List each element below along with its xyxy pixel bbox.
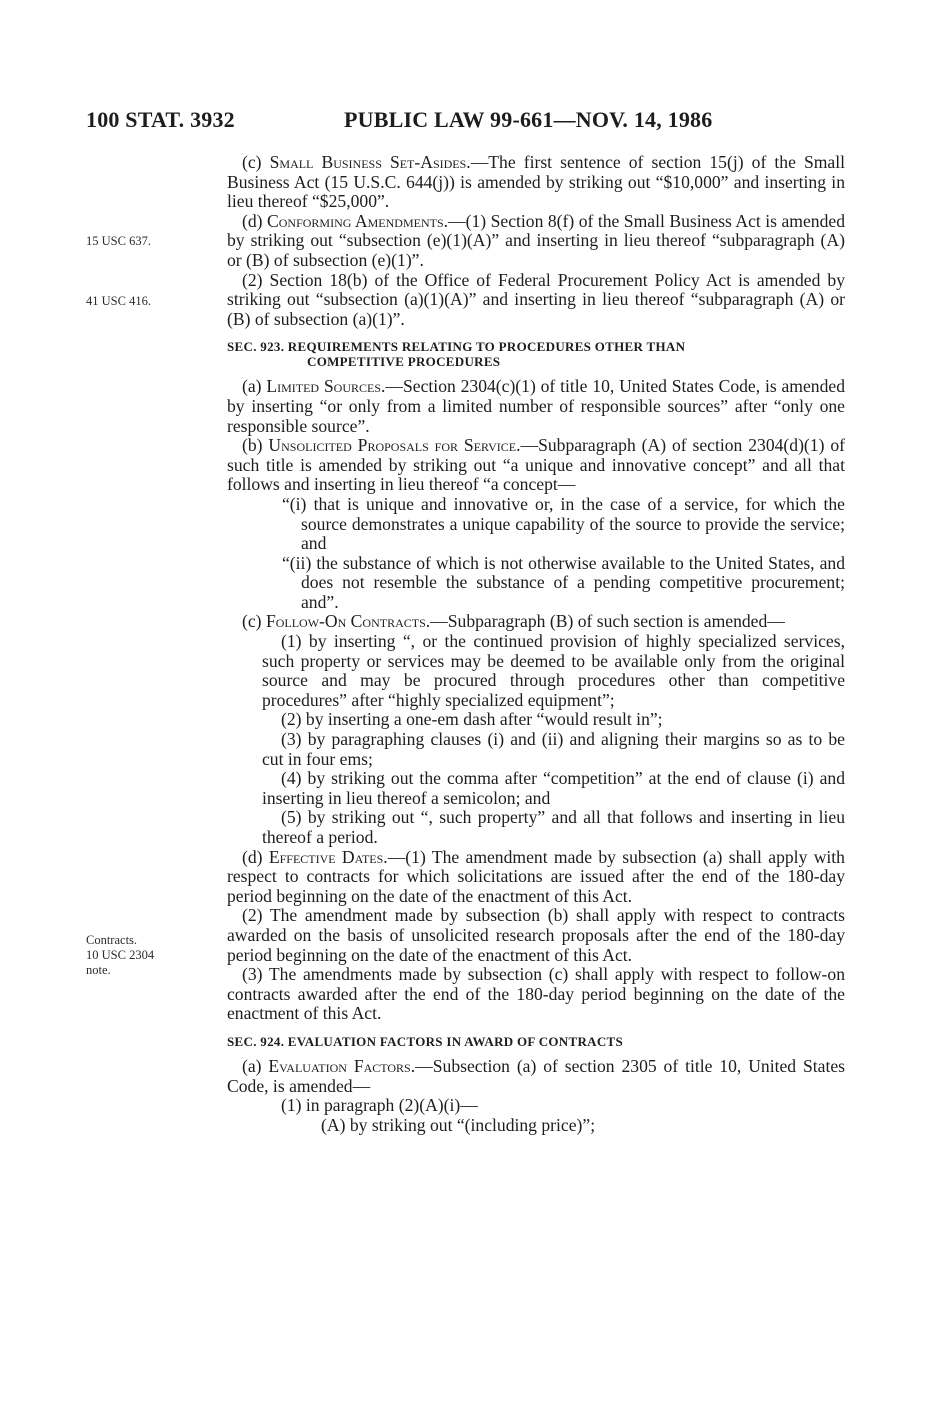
paragraph-heading: Conforming Amendments. [267,210,449,231]
paragraph-d-effective-dates [227,848,845,907]
quoted-clause-ii: “(ii) the substance of which is not otherwise available to the United States, and does not resemble the substance of a pending competitive procurement; and”. [282,552,845,612]
clause-a-1: (1) in paragraph (2)(A)(i)— [281,1095,478,1116]
paragraph-a-evaluation-factors [227,1057,845,1096]
paragraph-label: (d) [242,210,267,231]
stat-page-number: 100 STAT. 3932 [86,107,235,132]
paragraph-text: —Subparagraph (A) of section 2304(d)(1) of such title is amended by striking out “a unique and innovative concept” and all that follows and inserting in lieu thereof “a concept— [227,435,845,495]
paragraph-text: —(1) The amendment made by subsection (a) shall apply with respect to contracts for which solicitations are issued after the end of the 180-day period beginning on the date of the enactment of this Act. [227,846,845,906]
paragraph-text: —Subparagraph (B) of such section is amended— [430,611,785,632]
paragraph-text: —Section 2304(c)(1) of title 10, United States Code, is amended by inserting “or only from a limited number of responsible sources” after “only one responsible source”. [227,376,845,436]
margin-note-41-usc-416: 41 USC 416. [86,294,151,308]
paragraph-heading: Effective Dates. [268,846,388,867]
paragraph-heading: Unsolicited Proposals for Service. [268,435,521,456]
quoted-clause-i: “(i) that is unique and innovative or, in the case of a service, for which the source demonstrates a unique capability of the source to provide the service; and [282,493,845,554]
margin-note-contracts: Contracts. [86,933,138,947]
clause-c-5: (5) by striking out “, such property” and all that follows and inserting in lieu thereof a period. [262,807,845,847]
page-header [86,103,846,139]
paragraph-d-effective-2: (2) The amendment made by subsection (b) shall apply with respect to contracts awarded on the basis of unsolicited research proposals after the end of the 180-day period beginning on the date of the enactment of this Act. [227,905,845,965]
paragraph-heading: Evaluation Factors. [268,1055,416,1076]
paragraph-heading: Small Business Set-Asides. [269,152,471,172]
section-924-heading: SEC. 924. EVALUATION FACTORS IN AWARD OF CONTRACTS [227,1033,624,1049]
page-body [227,153,845,1135]
clause-a-1-A: (A) by striking out “(including price)”; [321,1114,596,1135]
section-923-heading [227,339,845,369]
paragraph-label: (c) [242,152,270,172]
paragraph-label: (d) [242,846,269,867]
paragraph-label: (c) [242,611,266,632]
section-923-heading-line1: SEC. 923. REQUIREMENTS RELATING TO PROCEDURES OTHER THAN [227,339,686,355]
clause-c-4: (4) by striking out the comma after “competition” at the end of clause (i) and inserting in lieu thereof a semicolon; and [262,768,845,808]
clause-c-2: (2) by inserting a one-em dash after “would result in”; [281,709,663,730]
public-law-title: PUBLIC LAW 99-661—NOV. 14, 1986 [344,107,713,132]
paragraph-c-small-business [227,153,845,212]
paragraph-heading: Limited Sources. [266,376,386,397]
margin-note-10-usc-2304: 10 USC 2304 [86,948,155,962]
paragraph-label: (a) [242,1055,269,1076]
paragraph-d-2: (2) Section 18(b) of the Office of Federal Procurement Policy Act is amended by striking out “subsection (a)(1)(A)” and inserting in lieu thereof “subparagraph (A) or (B) of subsection (a)(1)”. [227,269,845,329]
paragraph-c-follow-on [227,612,845,632]
section-923-heading-line2: COMPETITIVE PROCEDURES [307,354,501,370]
clause-c-1: (1) by inserting “, or the continued provision of highly specialized services, such property or services may be deemed to be available only from the original source and may be procured through procedures other than competitive procedures” after “highly specialized equipment”; [262,631,845,710]
paragraph-d-effective-3: (3) The amendments made by subsection (c) shall apply with respect to follow-on contracts awarded after the end of the 180-day period beginning on the date of the enactment of this Act. [227,964,845,1024]
margin-note-contracts-block [86,933,154,978]
paragraph-text: —(1) Section 8(f) of the Small Business Act is amended by striking out “subsection (e)(1)(A)” and inserting in lieu thereof “subparagraph (A) or (B) of subsection (e)(1)”. [227,210,846,270]
paragraph-label: (a) [242,376,267,397]
paragraph-a-limited-sources [227,377,845,436]
paragraph-heading: Follow-On Contracts. [265,611,431,632]
paragraph-text: —Subsection (a) of section 2305 of title 10, United States Code, is amended— [227,1055,845,1096]
clause-c-3: (3) by paragraphing clauses (i) and (ii) and aligning their margins so as to be cut in four ems; [262,729,845,769]
margin-note-note: note. [86,963,111,977]
paragraph-label: (b) [242,435,269,456]
paragraph-text: —The first sentence of section 15(j) of the Small Business Act (15 U.S.C. 644(j)) is amended by striking out “$10,000” and inserting in lieu thereof “$25,000”. [227,152,846,212]
paragraph-b-unsolicited [227,436,845,495]
margin-note-15-usc-637: 15 USC 637. [86,234,151,248]
paragraph-d-conforming [227,212,845,271]
